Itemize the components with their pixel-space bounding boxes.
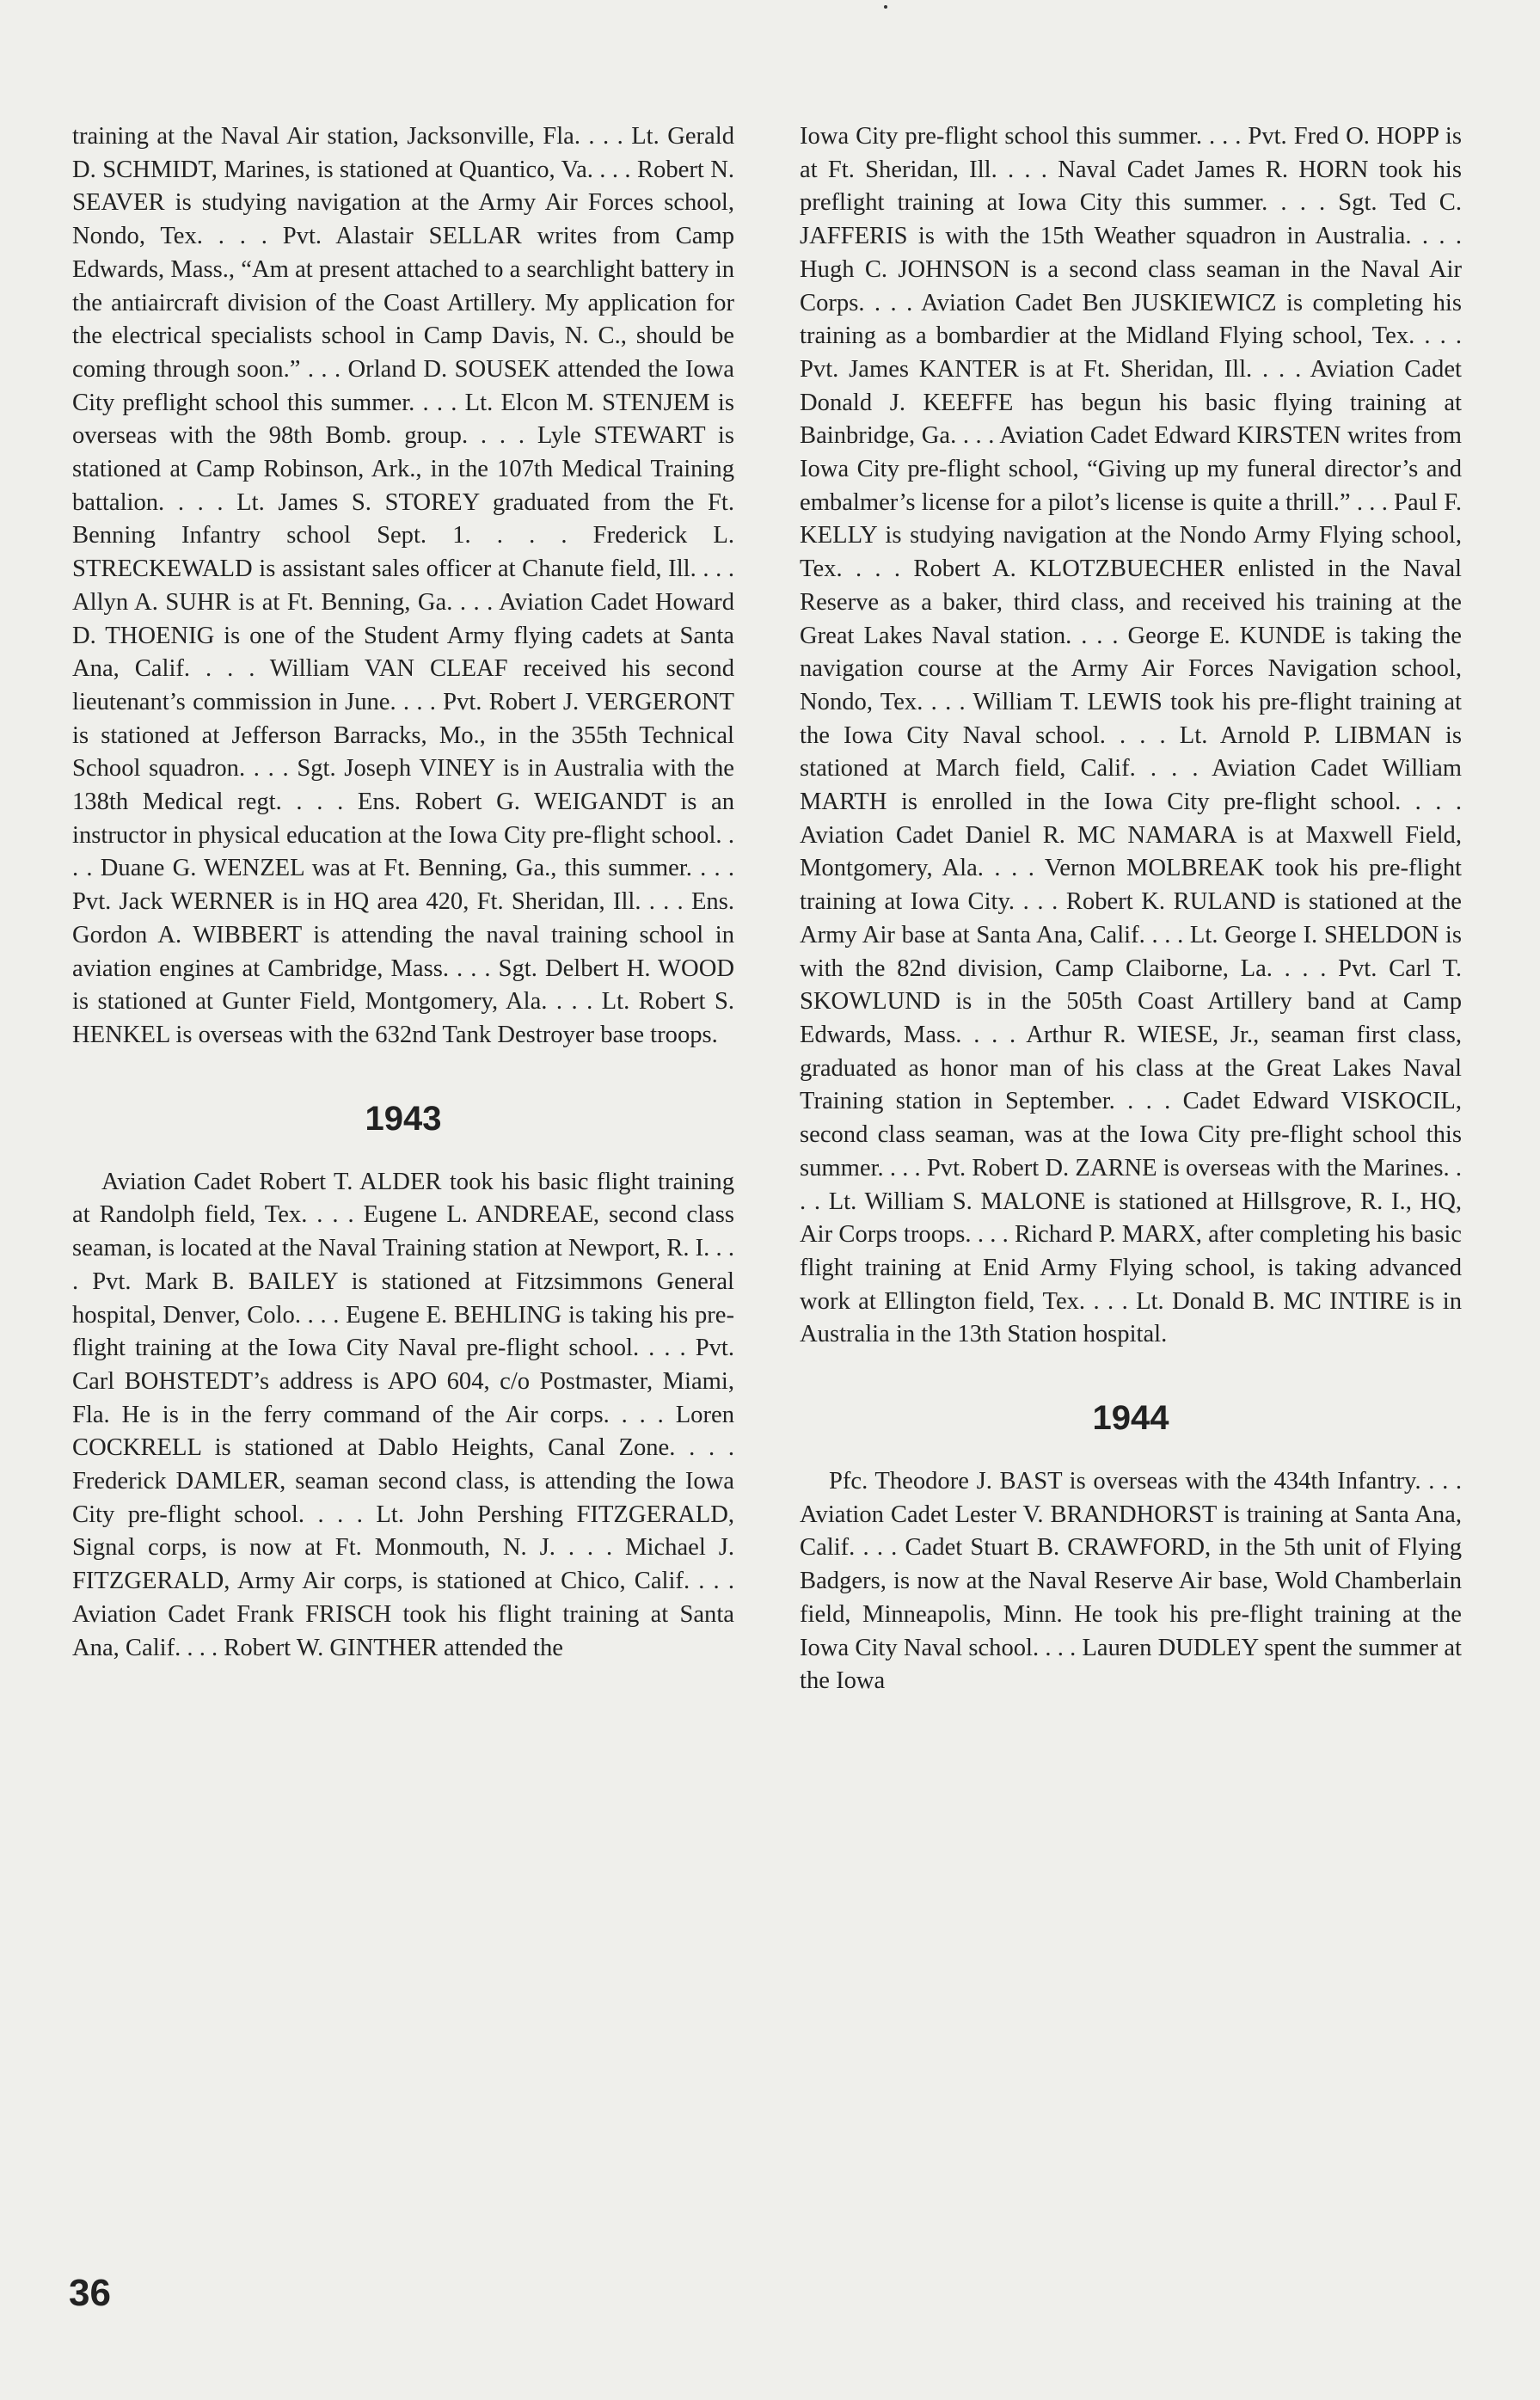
news-paragraph-1943-continued: Iowa City pre-flight school this summer. . . . Pvt. Fred O. HOPP is at Ft. Sheridan, Ill. . . . Naval Cadet James R. HORN took his preflight training at Iowa City this summer. . . . Sgt. Ted C. JAFFERIS is with the 15th Weather squadron in Australia. . . . Hugh C. JOHNSON is a second class seaman in the Naval Air Corps. . . . Aviation Cadet Ben JUSKIEWICZ is completing his training as a bombardier at the Midland Flying school, Tex. . . . Pvt. James KANTER is at Ft. Sheridan, Ill. . . . Aviation Cadet Donald J. KEEFFE has begun his basic flying training at Bainbridge, Ga. . . . Aviation Cadet Edward KIRSTEN writes from Iowa City pre-flight school, “Giving up my funeral director’s and embalmer’s license for a pilot’s license is quite a thrill.” . . . Paul F. KELLY is studying navigation at the Nondo Army Flying school, Tex. . . . Robert A. KLOTZBUECHER enlisted in the Naval Reserve as a baker, third class, and received his training at the Great Lakes Naval station. . . . George E. KUNDE is taking the navigation course at the Army Air Forces Navigation school, Nondo, Tex. . . . William T. LEWIS took his pre-flight training at the Iowa City Naval school. . . . Lt. Arnold P. LIBMAN is stationed at March field, Calif. . . . Aviation Cadet William MARTH is enrolled in the Iowa City pre-flight school. . . . Aviation Cadet Daniel R. MC NAMARA is at Maxwell Field, Montgomery, Ala. . . . Vernon MOLBREAK took his pre-flight training at Iowa City. . . . Robert K. RULAND is stationed at the Army Air base at Santa Ana, Calif. . . . Lt. George I. SHELDON is with the 82nd division, Camp Claiborne, La. . . . Pvt. Carl T. SKOWLUND is in the 505th Coast Artillery band at Camp Edwards, Mass. . . . Arthur R. WIESE, Jr., seaman first class, graduated as honor man of his class at the Great Lakes Naval Training station in September. . . . Cadet Edward VISKOCIL, second class seaman, was at the Iowa City pre-flight school this summer. . . . Pvt. Robert D. ZARNE is overseas with the Marines. . . . Lt. William S. MALONE is stationed at Hillsgrove, R. I., HQ, Air Corps troops. . . . Richard P. MARX, after completing his basic flight training at Enid Army Flying school, is taking advanced work at Ellington field, Tex. . . . Lt. Donald B. MC INTIRE is in Australia in the 13th Station hospital. [800, 123, 1462, 1348]
right-column [800, 120, 1462, 1698]
page-number: 36 [69, 2272, 111, 2314]
left-column [72, 120, 734, 1665]
news-paragraph-1943: Aviation Cadet Robert T. ALDER took his basic flight training at Randolph field, Tex. . . . Eugene L. ANDREAE, second class seaman, is located at the Naval Training station at Newport, R. I. . . . Pvt. Mark B. BAILEY is stationed at Fitzsimmons General hospital, Denver, Colo. . . . Eugene E. BEHLING is taking his pre-flight training at the Iowa City Naval pre-flight school. . . . Pvt. Carl BOHSTEDT’s address is APO 604, c/o Postmaster, Miami, Fla. He is in the ferry command of the Air corps. . . . Loren COCKRELL is stationed at Dablo Heights, Canal Zone. . . . Frederick DAMLER, seaman second class, is attending the Iowa City pre-flight school. . . . Lt. John Pershing FITZGERALD, Signal corps, is now at Ft. Monmouth, N. J. . . . Michael J. FITZGERALD, Army Air corps, is stationed at Chico, Calif. . . . Aviation Cadet Frank FRISCH took his flight training at Santa Ana, Calif. . . . Robert W. GINTHER attended the [72, 1168, 734, 1661]
year-heading-1944: 1944 [1092, 1399, 1169, 1438]
print-speck [884, 5, 887, 9]
year-heading-1943: 1943 [365, 1099, 442, 1138]
news-paragraph-1944: Pfc. Theodore J. BAST is overseas with the 434th Infantry. . . . Aviation Cadet Lester V. BRANDHORST is training at Santa Ana, Calif. . . . Cadet Stuart B. CRAWFORD, in the 5th unit of Flying Badgers, is now at the Naval Reserve Air base, Wold Chamberlain field, Minneapolis, Minn. He took his pre-flight training at the Iowa City Naval school. . . . Lauren DUDLEY spent the summer at the Iowa [800, 1468, 1462, 1695]
news-paragraph: training at the Naval Air station, Jacksonville, Fla. . . . Lt. Gerald D. SCHMIDT, Marines, is stationed at Quantico, Va. . . . Robert N. SEAVER is studying navigation at the Army Air Forces school, Nondo, Tex. . . . Pvt. Alastair SELLAR writes from Camp Edwards, Mass., “Am at present attached to a searchlight battery in the antiaircraft division of the Coast Artillery. My application for the electrical specialists school in Camp Davis, N. C., should be coming through soon.” . . . Orland D. SOUSEK attended the Iowa City preflight school this summer. . . . Lt. Elcon M. STENJEM is overseas with the 98th Bomb. group. . . . Lyle STEWART is stationed at Camp Robinson, Ark., in the 107th Medical Training battalion. . . . Lt. James S. STOREY graduated from the Ft. Benning Infantry school Sept. 1. . . . Frederick L. STRECKEWALD is assistant sales officer at Chanute field, Ill. . . . Allyn A. SUHR is at Ft. Benning, Ga. . . . Aviation Cadet Howard D. THOENIG is one of the Student Army flying cadets at Santa Ana, Calif. . . . William VAN CLEAF received his second lieutenant’s commission in June. . . . Pvt. Robert J. VERGERONT is stationed at Jefferson Barracks, Mo., in the 355th Technical School squadron. . . . Sgt. Joseph VINEY is in Australia with the 138th Medical regt. . . . Ens. Robert G. WEIGANDT is an instructor in physical education at the Iowa City pre-flight school. . . . Duane G. WENZEL was at Ft. Benning, Ga., this summer. . . . Pvt. Jack WERNER is in HQ area 420, Ft. Sheridan, Ill. . . . Ens. Gordon A. WIBBERT is attending the naval training school in aviation engines at Cambridge, Mass. . . . Sgt. Delbert H. WOOD is stationed at Gunter Field, Montgomery, Ala. . . . Lt. Robert S. HENKEL is overseas with the 632nd Tank Destroyer base troops. [72, 123, 734, 1048]
